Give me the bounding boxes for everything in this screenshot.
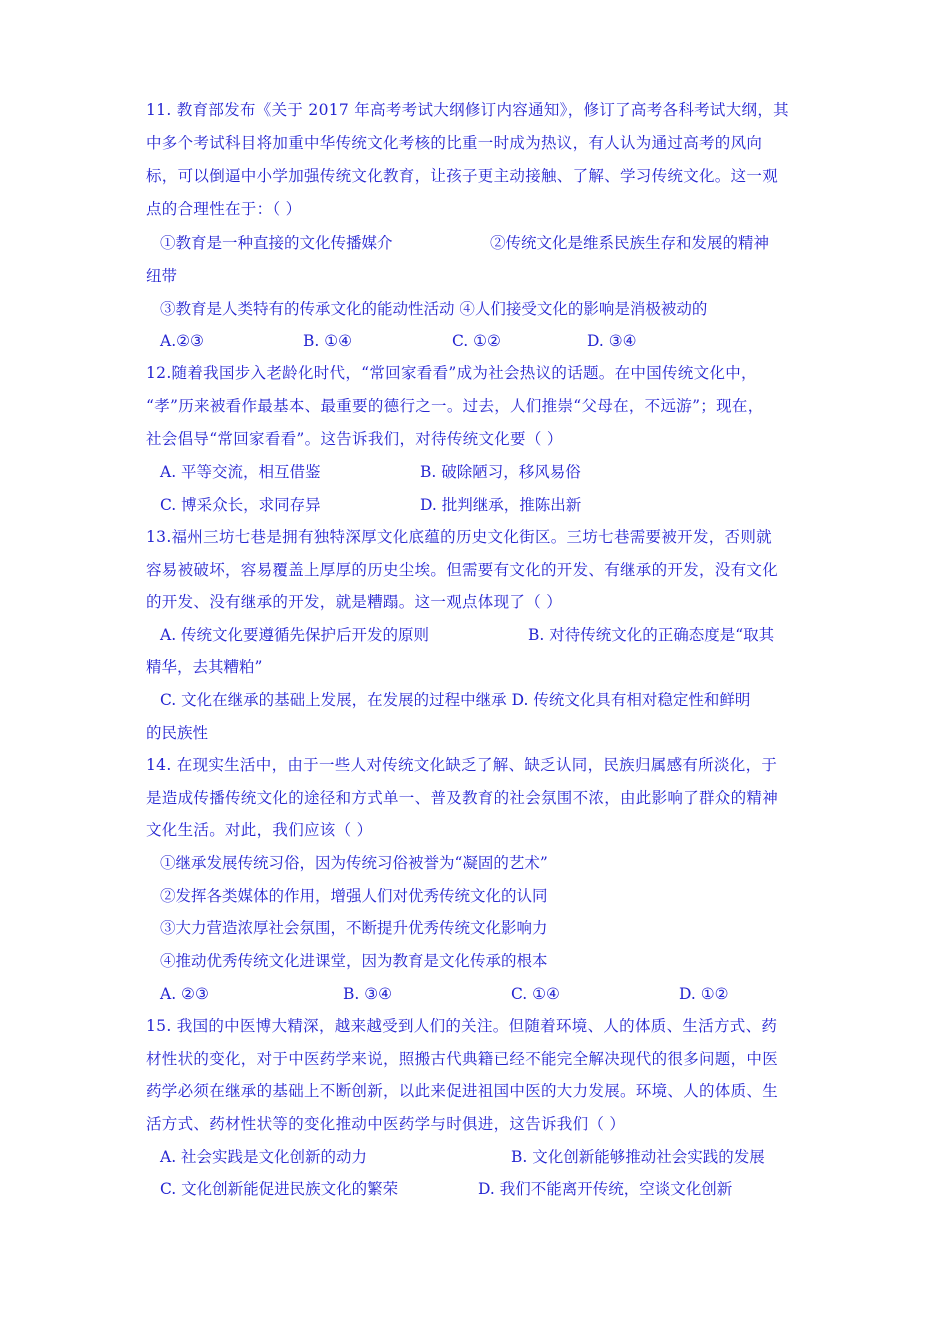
question-11-line-2: 中多个考试科目将加重中华传统文化考核的比重一时成为热议，有人认为通过高考的风向 [146, 134, 763, 152]
question-13-option-b: B. 对待传统文化的正确态度是“取其 [528, 626, 775, 644]
question-11-line-1: 11. 教育部发布《关于 2017 年高考考试大纲修订内容通知》，修订了高考各科考试大纲，其 [146, 101, 789, 119]
question-15-line-1: 15. 我国的中医博大精深，越来越受到人们的关注。但随着环境、人的体质、生活方式、药 [146, 1017, 778, 1035]
question-14-line-3: 文化生活。对此，我们应该（ ） [146, 821, 373, 839]
question-11-statement-3-4: ③教育是人类特有的传承文化的能动性活动 ④人们接受文化的影响是消极被动的 [160, 300, 708, 318]
question-13-line-1: 13.福州三坊七巷是拥有独特深厚文化底蕴的历史文化街区。三坊七巷需要被开发，否则就 [146, 528, 772, 546]
question-11-option-d: D. ③④ [587, 332, 637, 350]
question-14-statement-2: ②发挥各类媒体的作用，增强人们对优秀传统文化的认同 [160, 887, 548, 905]
question-11-statement-2-cont: 纽带 [146, 267, 178, 285]
question-15-option-c: C. 文化创新能促进民族文化的繁荣 [160, 1180, 399, 1198]
question-14-option-c: C. ①④ [511, 985, 560, 1003]
question-14-statement-3: ③大力营造浓厚社会氛围，不断提升优秀传统文化影响力 [160, 919, 548, 937]
question-11-statement-2: ②传统文化是维系民族生存和发展的精神 [490, 234, 770, 252]
question-12-option-d: D. 批判继承，推陈出新 [420, 496, 582, 514]
question-14-statement-4: ④推动优秀传统文化进课堂，因为教育是文化传承的根本 [160, 952, 548, 970]
question-12-line-1: 12.随着我国步入老龄化时代，“常回家看看”成为社会热议的话题。在中国传统文化中， [146, 364, 757, 382]
question-14-statement-1: ①继承发展传统习俗，因为传统习俗被誉为“凝固的艺术” [160, 854, 548, 872]
question-12-option-a: A. 平等交流，相互借鉴 [160, 463, 321, 481]
question-12-line-2: “孝”历来被看作最基本、最重要的德行之一。过去，人们推崇“父母在，不远游”；现在， [146, 397, 764, 415]
question-12-option-c: C. 博采众长，求同存异 [160, 496, 321, 514]
question-15-line-4: 活方式、药材性状等的变化推动中医药学与时俱进，这告诉我们（ ） [146, 1115, 626, 1133]
question-13-option-a: A. 传统文化要遵循先保护后开发的原则 [160, 626, 430, 644]
question-13-option-c-d: C. 文化在继承的基础上发展，在发展的过程中继承 D. 传统文化具有相对稳定性和鲜明 [160, 691, 751, 709]
question-12-line-3: 社会倡导“常回家看看”。这告诉我们，对待传统文化要（ ） [146, 430, 563, 448]
question-13-option-b-cont: 精华，去其糟粕” [146, 658, 263, 676]
question-14-line-1: 14. 在现实生活中，由于一些人对传统文化缺乏了解、缺乏认同，民族归属感有所淡化，于 [146, 756, 778, 774]
question-14-option-a: A. ②③ [160, 985, 209, 1003]
question-13-line-2: 容易被破坏，容易覆盖上厚厚的历史尘埃。但需要有文化的开发、有继承的开发，没有文化 [146, 561, 779, 579]
question-13-line-3: 的开发、没有继承的开发，就是糟蹋。这一观点体现了（ ） [146, 593, 563, 611]
question-13-option-d-cont: 的民族性 [146, 724, 209, 742]
question-15-line-2: 材性状的变化，对于中医药学来说，照搬古代典籍已经不能完全解决现代的很多问题，中医 [146, 1050, 779, 1068]
question-14-option-b: B. ③④ [343, 985, 393, 1003]
question-11-line-3: 标，可以倒逼中小学加强传统文化教育，让孩子更主动接触、了解、学习传统文化。这一观 [146, 167, 779, 185]
question-11-statement-1: ①教育是一种直接的文化传播媒介 [160, 234, 393, 252]
question-11-option-c: C. ①② [452, 332, 501, 350]
question-15-option-b: B. 文化创新能够推动社会实践的发展 [511, 1148, 765, 1166]
question-15-option-a: A. 社会实践是文化创新的动力 [160, 1148, 368, 1166]
question-15-line-3: 药学必须在继承的基础上不断创新，以此来促进祖国中医的大力发展。环境、人的体质、生 [146, 1082, 779, 1100]
question-14-line-2: 是造成传播传统文化的途径和方式单一、普及教育的社会氛围不浓，由此影响了群众的精神 [146, 789, 779, 807]
question-11-option-b: B. ①④ [303, 332, 353, 350]
question-11-line-4: 点的合理性在于：（ ） [146, 200, 302, 218]
question-12-option-b: B. 破除陋习，移风易俗 [420, 463, 581, 481]
question-14-option-d: D. ①② [679, 985, 729, 1003]
question-15-option-d: D. 我们不能离开传统，空谈文化创新 [478, 1180, 733, 1198]
question-11-option-a: A.②③ [160, 332, 204, 350]
